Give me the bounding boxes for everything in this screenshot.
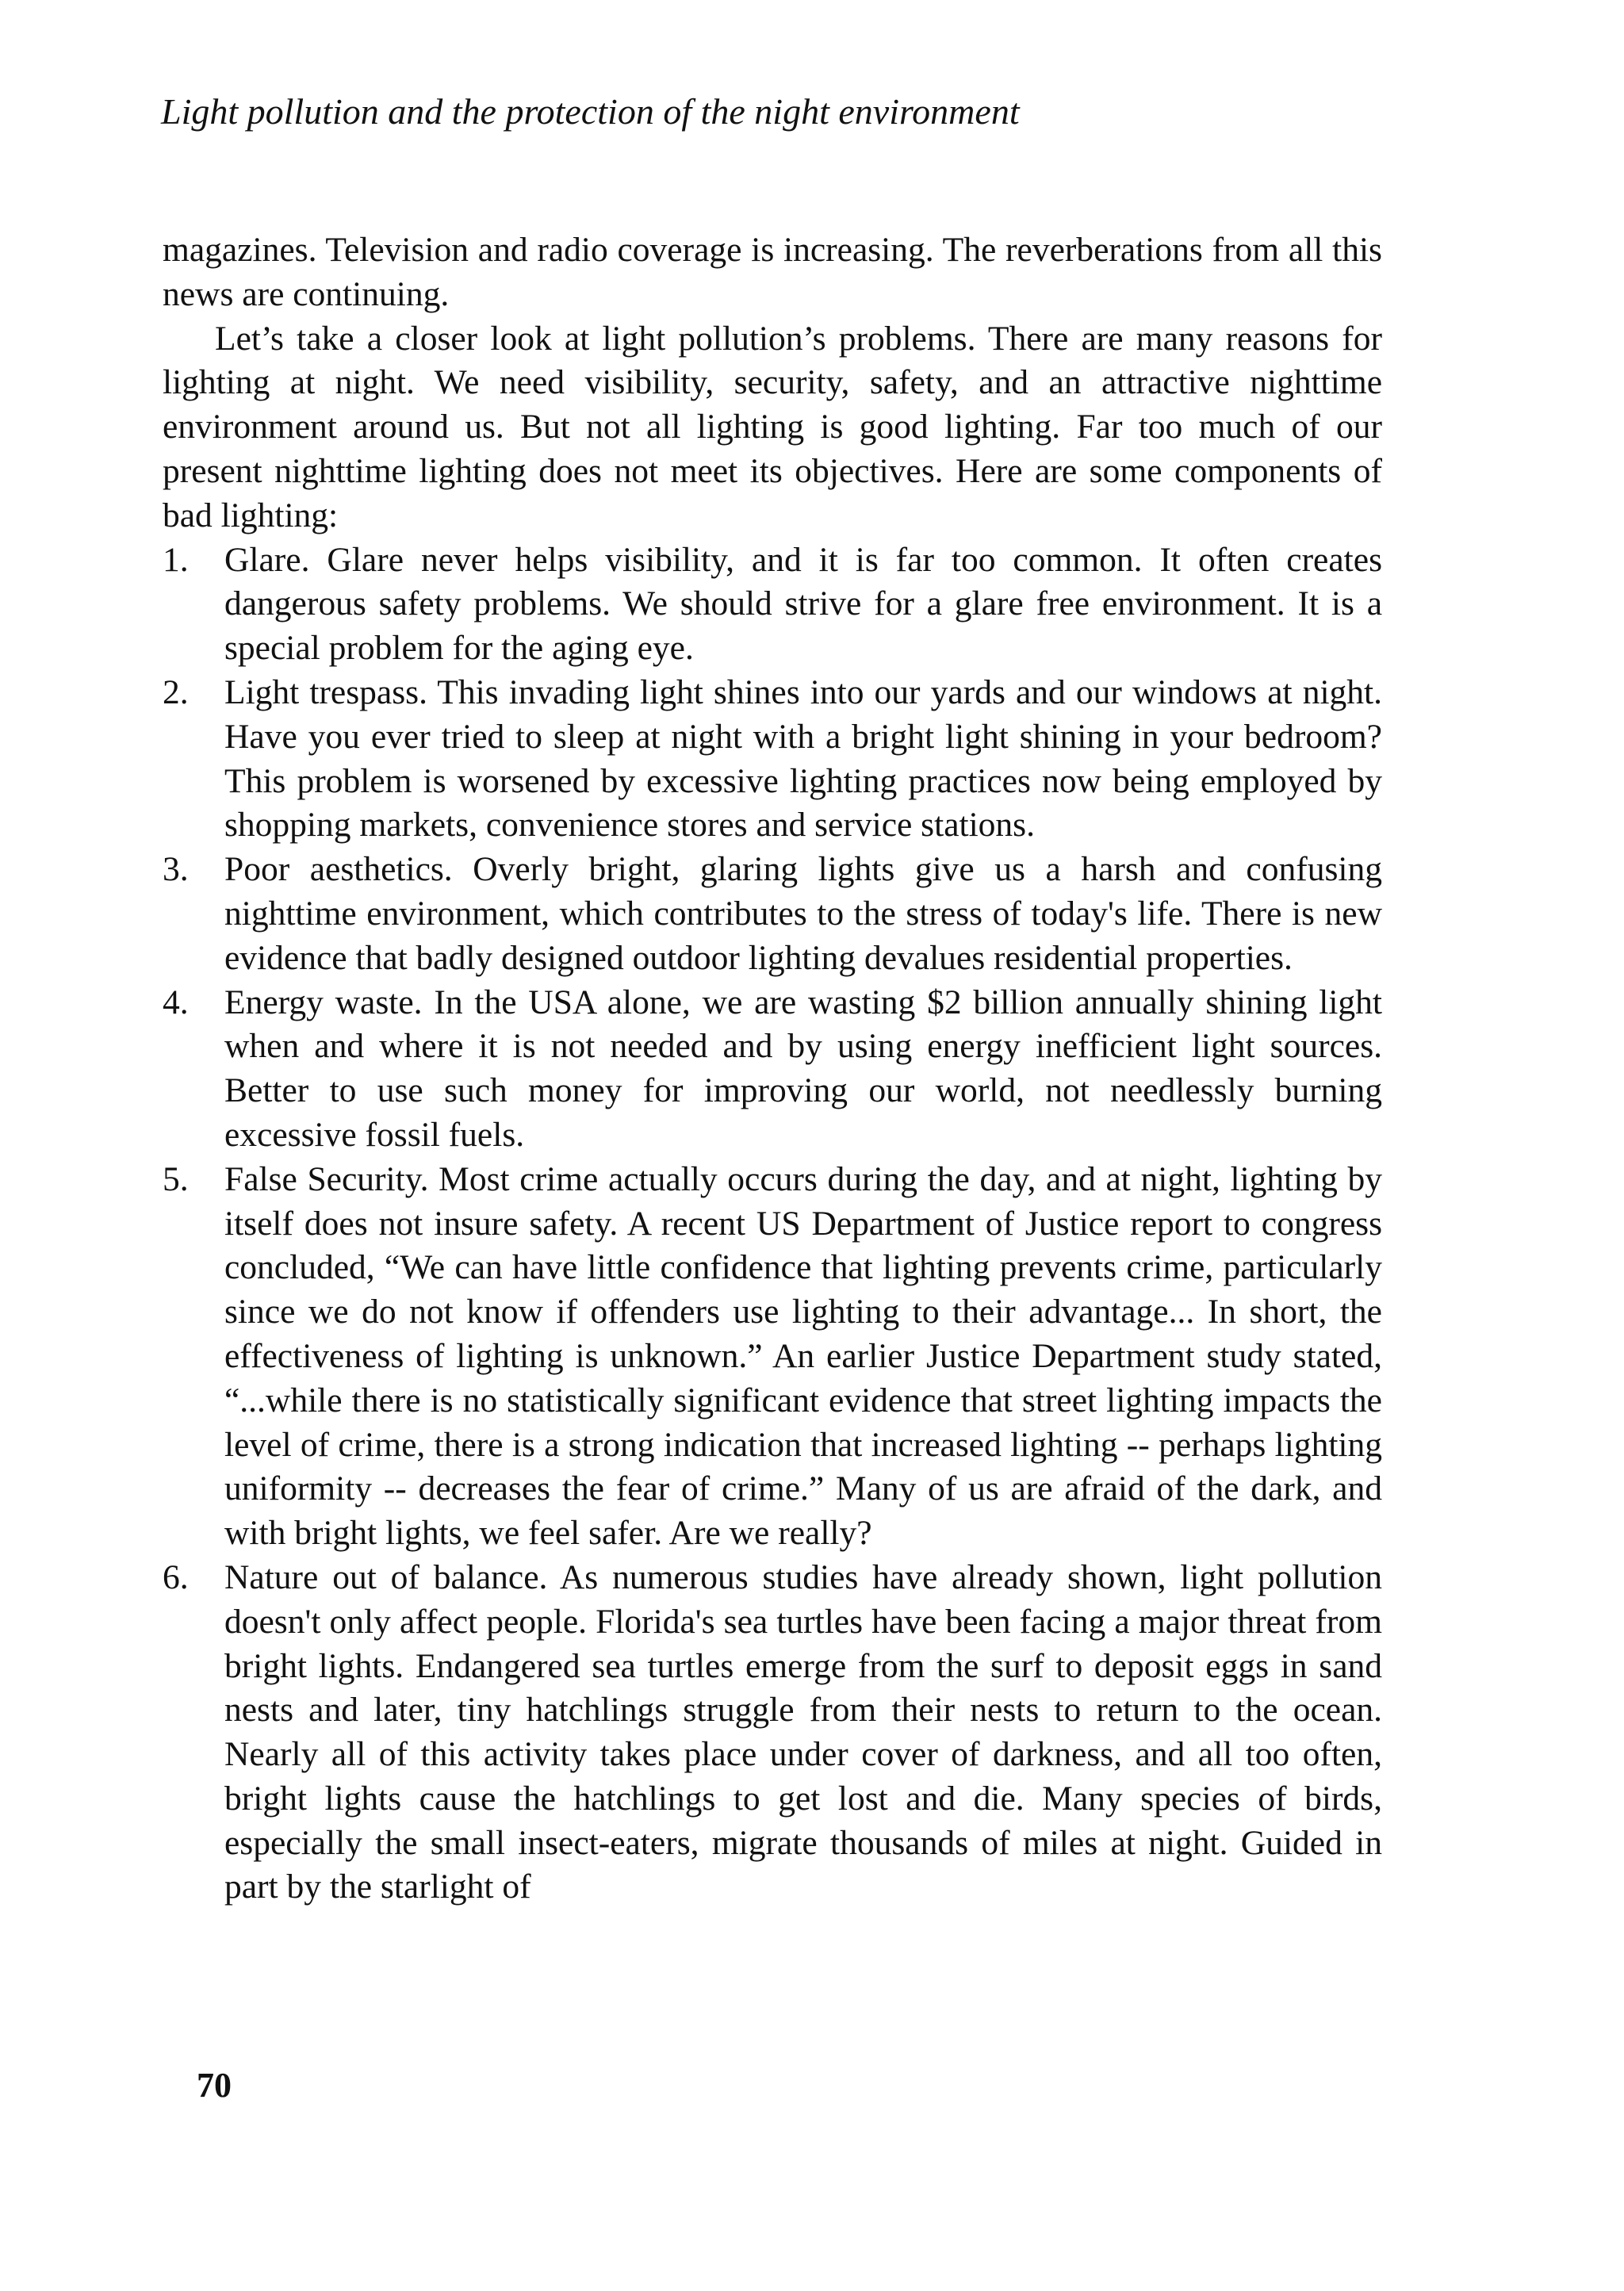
list-item-text: Glare. Glare never helps visibility, and it is far too common. It often creates dangerous safety problems. We should strive for a glare free environment. It is a special problem for the aging eye. — [224, 540, 1382, 668]
page-number: 70 — [197, 2066, 232, 2105]
list-number: 1. — [163, 540, 189, 579]
list-item-energy-waste — [163, 981, 1382, 1158]
paragraph-continuation: magazines. Television and radio coverage is increasing. The reverberations from all this news are continuing. — [163, 231, 1382, 313]
list-item-text: False Security. Most crime actually occurs during the day, and at night, lighting by itself does not insure safety. A recent US Department of Justice report to congress concluded, “We can have little confidence that lighting prevents crime, particularly since we do not know if offenders use lighting to their advantage... In short, the effectiveness of lighting is unknown.” An earlier Justice Department study stated, “...while there is no statistically significant evidence that street lighting impacts the level of crime, there is a strong indication that increased lighting -- perhaps lighting uniformity -- decreases the fear of crime.” Many of us are afraid of the dark, and with bright lights, we feel safer. Are we really? — [224, 1159, 1382, 1553]
paragraph-bad-lighting-intro: Let’s take a closer look at light pollution’s problems. There are many reasons for lighting at night. We need visibility, security, safety, and an attractive nighttime environment around us. But not all lighting is good lighting. Far too much of our present nighttime lighting does not meet its objectives. Here are some components of bad lighting: — [163, 319, 1382, 534]
body-text — [163, 228, 1382, 1910]
list-number: 2. — [163, 672, 189, 711]
list-item-glare — [163, 538, 1382, 671]
list-item-false-security — [163, 1158, 1382, 1556]
list-number: 5. — [163, 1159, 189, 1198]
list-number: 6. — [163, 1557, 189, 1596]
list-number: 4. — [163, 983, 189, 1021]
list-item-light-trespass — [163, 671, 1382, 848]
list-item-text: Nature out of balance. As numerous studies have already shown, light pollution doesn't only affect people. Florida's sea turtles have been facing a major threat from bright lights. Endangered sea turtles emerge from the surf to deposit eggs in sand nests and later, tiny hatchlings struggle from their nests to return to the ocean. Nearly all of this activity takes place under cover of darkness, and all too often, bright lights cause the hatchlings to get lost and die. Many species of birds, especially the small insect-eaters, migrate thousands of miles at night. Guided in part by the starlight of — [224, 1557, 1382, 1906]
list-item-text: Energy waste. In the USA alone, we are wasting $2 billion annually shining light when and where it is not needed and by using energy inefficient light sources. Better to use such money for improving our world, not needlessly burning excessive fossil fuels. — [224, 983, 1382, 1154]
list-item-poor-aesthetics — [163, 848, 1382, 980]
list-item-text: Poor aesthetics. Overly bright, glaring lights give us a harsh and confusing nighttime environment, which contributes to the stress of today's life. There is new evidence that badly designed outdoor lighting devalues residential properties. — [224, 850, 1382, 977]
list-item-text: Light trespass. This invading light shines into our yards and our windows at night. Have you ever tried to sleep at night with a bright light shining in your bedroom? This problem is worsened by excessive lighting practices now being employed by shopping markets, convenience stores and service stations. — [224, 672, 1382, 845]
running-header: Light pollution and the protection of the night environment — [161, 91, 1020, 132]
bad-lighting-list — [163, 538, 1382, 1910]
list-item-nature-out-of-balance — [163, 1556, 1382, 1910]
list-number: 3. — [163, 850, 189, 889]
